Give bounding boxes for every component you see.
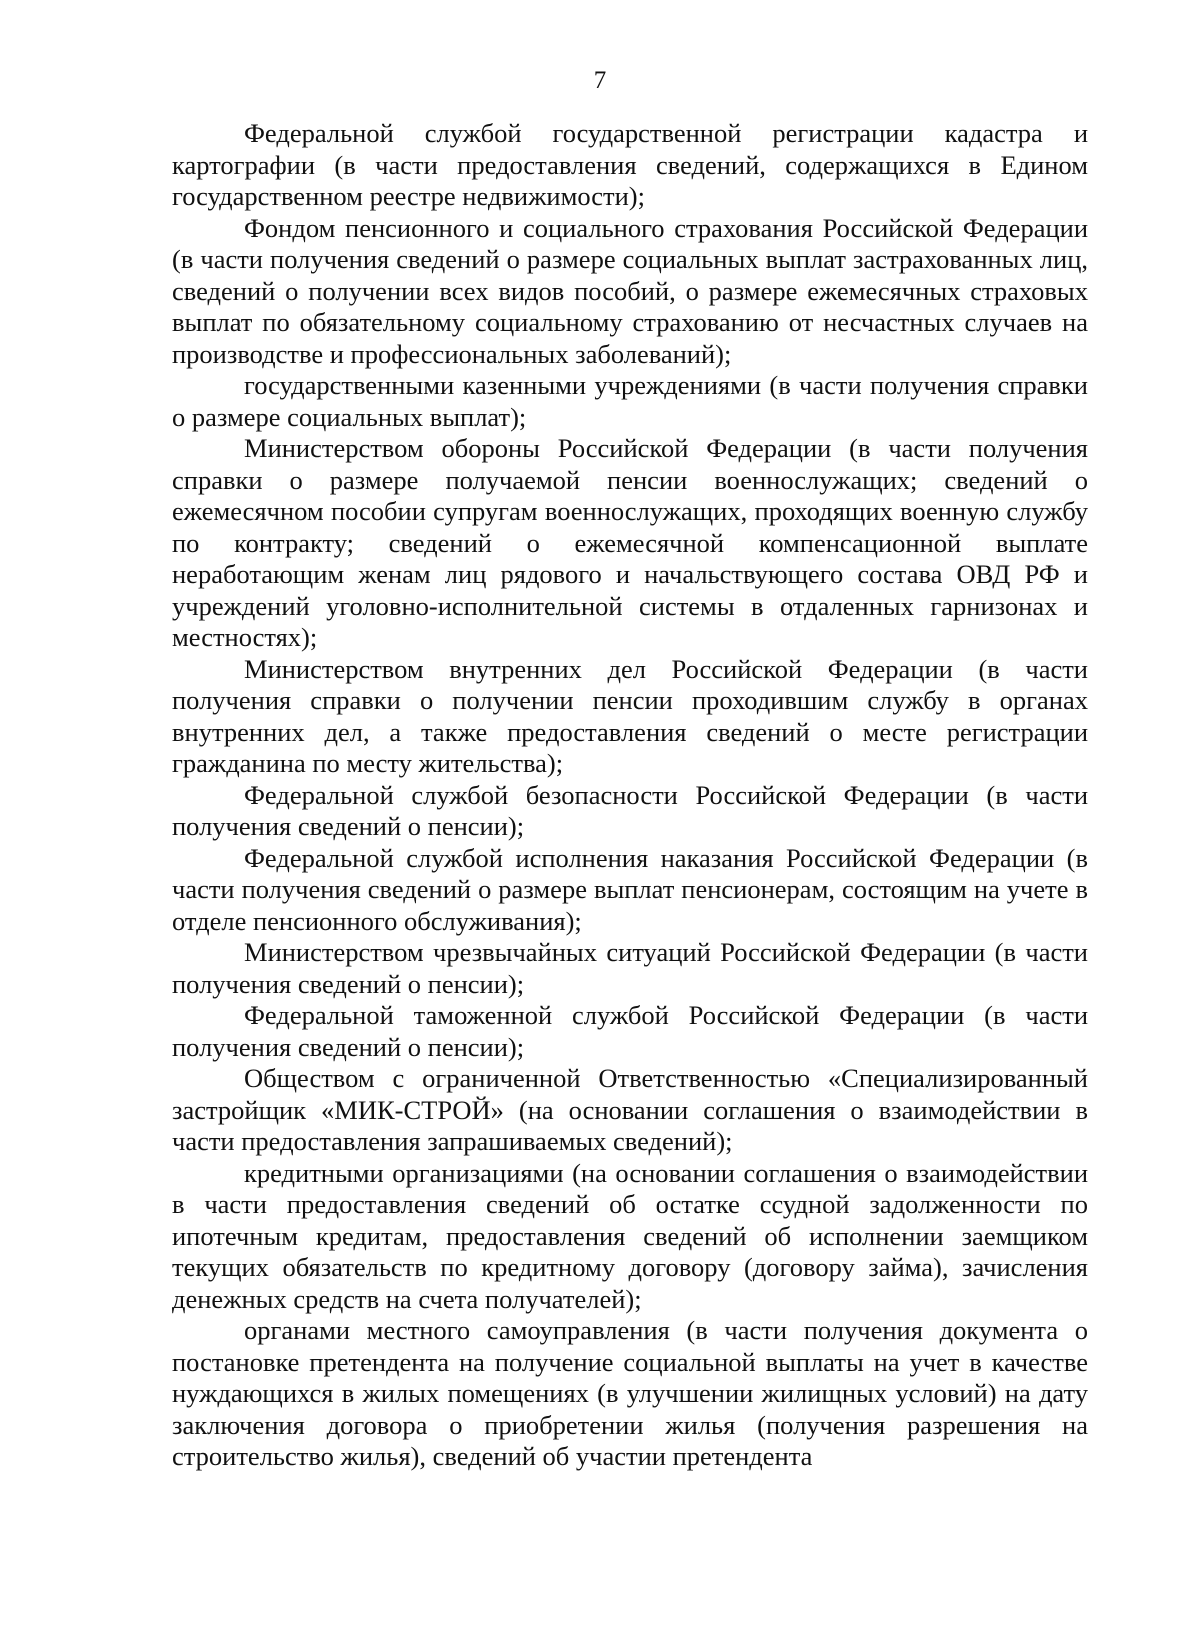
page-number: 7	[593, 67, 607, 94]
paragraph-emergency-ministry: Министерством чрезвычайных ситуаций Российской Федерации (в части получения сведений о пенсии);	[172, 937, 1088, 999]
paragraph-credit-organizations: кредитными организациями (на основании соглашения о взаимодействии в части предоставления сведений об остатке ссудной задолженности по ипотечным кредитам, предоставления сведений об исполнении заемщиком текущих обязательств по кредитному договору (договору займа), зачисления денежных средств на счета получателей);	[172, 1157, 1088, 1314]
paragraph-ministry-of-interior: Министерством внутренних дел Российской Федерации (в части получения справки о получении пенсии проходившим службу в органах внутренних дел, а также предоставления сведений о месте регистрации гражданина по месту жительства);	[172, 653, 1088, 778]
paragraph-local-government: органами местного самоуправления (в части получения документа о постановке претендента на получение социальной выплаты на учет в качестве нуждающихся в жилых помещениях (в улучшении жилищных условий) на дату заключения договора о приобретении жилья (получения разрешения на строительство жилья), сведений об участии претендента	[172, 1315, 1088, 1471]
paragraph-state-institutions: государственными казенными учреждениями (в части получения справки о размере социальных выплат);	[172, 370, 1088, 432]
paragraph-ministry-of-defense: Министерством обороны Российской Федерации (в части получения справки о размере получаемой пенсии военнослужащих; сведений о ежемесячном пособии супругам военнослужащих, проходящих военную службу по контракту; сведений о ежемесячной компенсационной выплате неработающим женам лиц рядового и начальствующего состава ОВД РФ и учреждений уголовно-исполнительной системы в отдаленных гарнизонах и местностях);	[172, 433, 1088, 652]
paragraph-pension-fund: Фондом пенсионного и социального страхования Российской Федерации (в части получения сведений о размере социальных выплат застрахованных лиц, сведений о получении всех видов пособий, о размере ежемесячных страховых выплат по обязательному социальному страхованию от несчастных случаев на производстве и профессиональных заболеваний);	[172, 212, 1088, 369]
paragraph-customs-service: Федеральной таможенной службой Российской Федерации (в части получения сведений о пенсии);	[172, 1000, 1088, 1062]
paragraph-fsb: Федеральной службой безопасности Российской Федерации (в части получения сведений о пенсии);	[172, 779, 1088, 841]
paragraph-developer-company: Обществом с ограниченной Ответственностью «Специализированный застройщик «МИК-СТРОЙ» (на основании соглашения о взаимодействии в части предоставления запрашиваемых сведений);	[172, 1063, 1088, 1156]
paragraph-penitentiary-service: Федеральной службой исполнения наказания Российской Федерации (в части получения сведений о размере выплат пенсионерам, состоящим на учете в отделе пенсионного обслуживания);	[172, 842, 1088, 936]
document-body	[172, 118, 1088, 1473]
paragraph-rosreestr: Федеральной службой государственной регистрации кадастра и картографии (в части предоставления сведений, содержащихся в Едином государственном реестре недвижимости);	[172, 118, 1088, 211]
